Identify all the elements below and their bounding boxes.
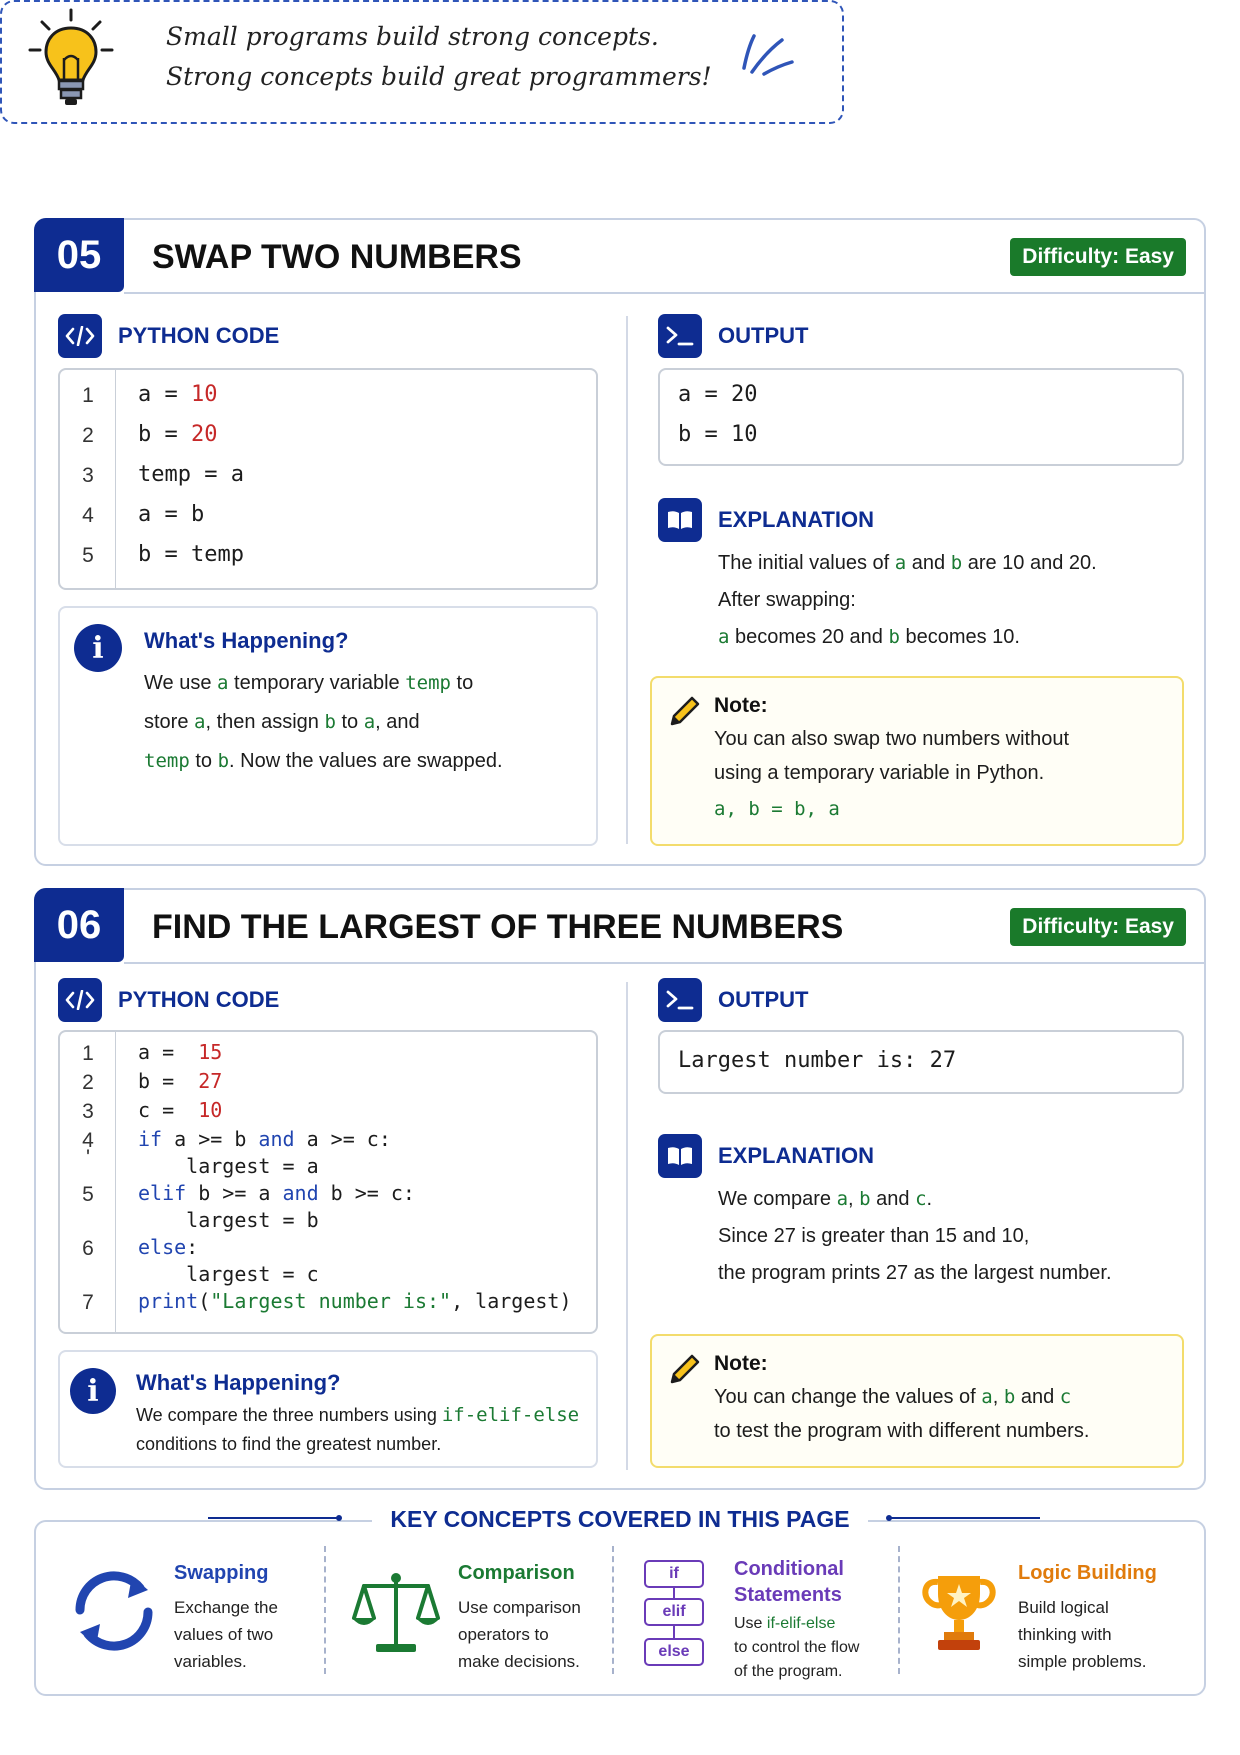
- happening-text: We compare the three numbers using if-elif-else: [136, 1404, 580, 1426]
- line-number: 4: [82, 1129, 94, 1152]
- code-line: a = 10: [138, 382, 218, 407]
- output-label: OUTPUT: [718, 323, 809, 348]
- whats-happening-box: [58, 1350, 598, 1468]
- line-number: 5: [82, 1183, 94, 1206]
- book-icon: [658, 1134, 702, 1178]
- note-text: You can change the values of a, b and c: [714, 1386, 1072, 1408]
- code-line: a = 15: [138, 1040, 223, 1064]
- code-line: if a >= b and a >= c:: [138, 1127, 391, 1151]
- pencil-icon: [664, 692, 704, 732]
- difficulty-badge: Difficulty: Easy: [1010, 238, 1186, 276]
- explanation-label: EXPLANATION: [718, 507, 875, 532]
- line-number: 2: [82, 1071, 94, 1094]
- section-number: 05: [34, 218, 124, 292]
- else-box: else: [644, 1638, 704, 1666]
- code-line: a = b: [138, 502, 205, 527]
- concept-title: Conditional: [734, 1558, 844, 1580]
- quote-line-2: Strong concepts build great programmers!: [166, 62, 712, 91]
- output-label: OUTPUT: [718, 987, 809, 1012]
- happening-text: We use a temporary variable temp to: [144, 672, 474, 694]
- concept-text: make decisions.: [458, 1652, 580, 1671]
- code-line: b = 27: [138, 1069, 223, 1093]
- concept-text: simple problems.: [1018, 1652, 1147, 1671]
- happening-text: store a, then assign b to a, and: [144, 711, 420, 733]
- output-line: a = 20: [678, 382, 758, 407]
- quote-banner: [0, 0, 844, 124]
- trophy-icon: [918, 1566, 1000, 1656]
- concept-text: operators to: [458, 1625, 549, 1644]
- pencil-icon: [664, 1350, 704, 1390]
- note-title: Note:: [714, 1352, 768, 1375]
- terminal-icon: [658, 978, 702, 1022]
- if-box: if: [644, 1560, 704, 1588]
- code-icon: [58, 314, 102, 358]
- concept-text: to control the flow: [734, 1639, 860, 1656]
- concept-text: Exchange the: [174, 1598, 278, 1617]
- explanation-text: the program prints 27 as the largest number.: [718, 1262, 1112, 1284]
- accent-strokes-icon: [738, 28, 798, 78]
- concept-text: Use if-elif-else: [734, 1615, 836, 1632]
- section-title: SWAP TWO NUMBERS: [152, 238, 522, 276]
- explanation-text: After swapping:: [718, 589, 856, 611]
- output-heading: [658, 978, 808, 1022]
- code-line: temp = a: [138, 462, 244, 487]
- whats-happening-box: [58, 606, 598, 846]
- python-code-label: PYTHON CODE: [118, 323, 280, 348]
- explanation-text: The initial values of a and b are 10 and 20.: [718, 552, 1097, 574]
- balance-scale-icon: [350, 1566, 442, 1658]
- note-code: a, b = b, a: [714, 798, 840, 820]
- lightbulb-icon: [26, 6, 116, 114]
- output-line: Largest number is: 27: [678, 1048, 957, 1073]
- quote-line-1: Small programs build strong concepts.: [166, 22, 659, 51]
- happening-text: conditions to find the greatest number.: [136, 1434, 442, 1454]
- note-text: using a temporary variable in Python.: [714, 762, 1045, 784]
- note-text: to test the program with different numbers.: [714, 1420, 1090, 1442]
- note-title: Note:: [714, 694, 768, 717]
- terminal-icon: [658, 314, 702, 358]
- explanation-label: EXPLANATION: [718, 1143, 875, 1168]
- code-line: b = 20: [138, 422, 218, 447]
- concept-text: variables.: [174, 1652, 247, 1671]
- section-number: 06: [34, 888, 124, 962]
- concept-text: values of two: [174, 1625, 274, 1644]
- code-line: else:: [138, 1235, 199, 1259]
- code-icon: [58, 978, 102, 1022]
- info-icon: i: [70, 1368, 116, 1414]
- whats-happening-title: What's Happening?: [136, 1370, 341, 1395]
- explanation-text: Since 27 is greater than 15 and 10,: [718, 1225, 1030, 1247]
- note-text: You can also swap two numbers without: [714, 728, 1070, 750]
- section-title: FIND THE LARGEST OF THREE NUMBERS: [152, 908, 844, 946]
- explanation-heading: [658, 498, 874, 542]
- key-concepts-title: KEY CONCEPTS COVERED IN THIS PAGE: [372, 1506, 867, 1532]
- line-number: 1: [82, 384, 94, 407]
- python-code-label: PYTHON CODE: [118, 987, 280, 1012]
- explanation-heading: [658, 1134, 874, 1178]
- explanation-text: a becomes 20 and b becomes 10.: [718, 626, 1020, 648]
- output-heading: [658, 314, 808, 358]
- line-number: 2: [82, 424, 94, 447]
- output-box: [658, 1030, 1184, 1094]
- code-line: largest = a: [138, 1154, 319, 1178]
- line-number: 7: [82, 1291, 94, 1314]
- section-swap: [34, 218, 1206, 866]
- code-line: largest = c: [138, 1262, 319, 1286]
- concept-text: Use comparison: [458, 1598, 581, 1617]
- code-block: [58, 368, 598, 590]
- line-number: 3: [82, 1100, 94, 1123]
- note-box: [650, 1334, 1184, 1468]
- line-number: 5: [82, 544, 94, 567]
- concept-title: Comparison: [458, 1562, 575, 1584]
- output-box: [658, 368, 1184, 466]
- code-line: c = 10: [138, 1098, 223, 1122]
- line-number: 3: [82, 464, 94, 487]
- concept-title: Swapping: [174, 1562, 269, 1584]
- concept-text: thinking with: [1018, 1625, 1112, 1644]
- info-icon: i: [74, 624, 122, 672]
- code-line: print("Largest number is:", largest): [138, 1289, 572, 1313]
- code-block: [58, 1030, 598, 1334]
- output-line: b = 10: [678, 422, 758, 447]
- if-elif-else-icon: [644, 1560, 704, 1670]
- python-code-heading: [58, 314, 279, 358]
- line-number: 4: [82, 504, 94, 527]
- explanation-text: We compare a, b and c.: [718, 1188, 933, 1210]
- whats-happening-title: What's Happening?: [144, 628, 349, 653]
- book-icon: [658, 498, 702, 542]
- code-line: largest = b: [138, 1208, 319, 1232]
- line-number: ': [85, 1146, 90, 1169]
- concept-title: Statements: [734, 1584, 842, 1606]
- line-number: 1: [82, 1042, 94, 1065]
- code-line: b = temp: [138, 542, 244, 567]
- section-largest: [34, 888, 1206, 1490]
- swap-arrows-icon: [66, 1568, 162, 1654]
- code-line: elif b >= a and b >= c:: [138, 1181, 415, 1205]
- note-box: [650, 676, 1184, 846]
- concept-text: of the program.: [734, 1663, 843, 1680]
- concept-text: Build logical: [1018, 1598, 1109, 1617]
- concept-title: Logic Building: [1018, 1562, 1157, 1584]
- happening-text: temp to b. Now the values are swapped.: [144, 750, 503, 772]
- line-number: 6: [82, 1237, 94, 1260]
- difficulty-badge: Difficulty: Easy: [1010, 908, 1186, 946]
- elif-box: elif: [644, 1598, 704, 1626]
- python-code-heading: [58, 978, 279, 1022]
